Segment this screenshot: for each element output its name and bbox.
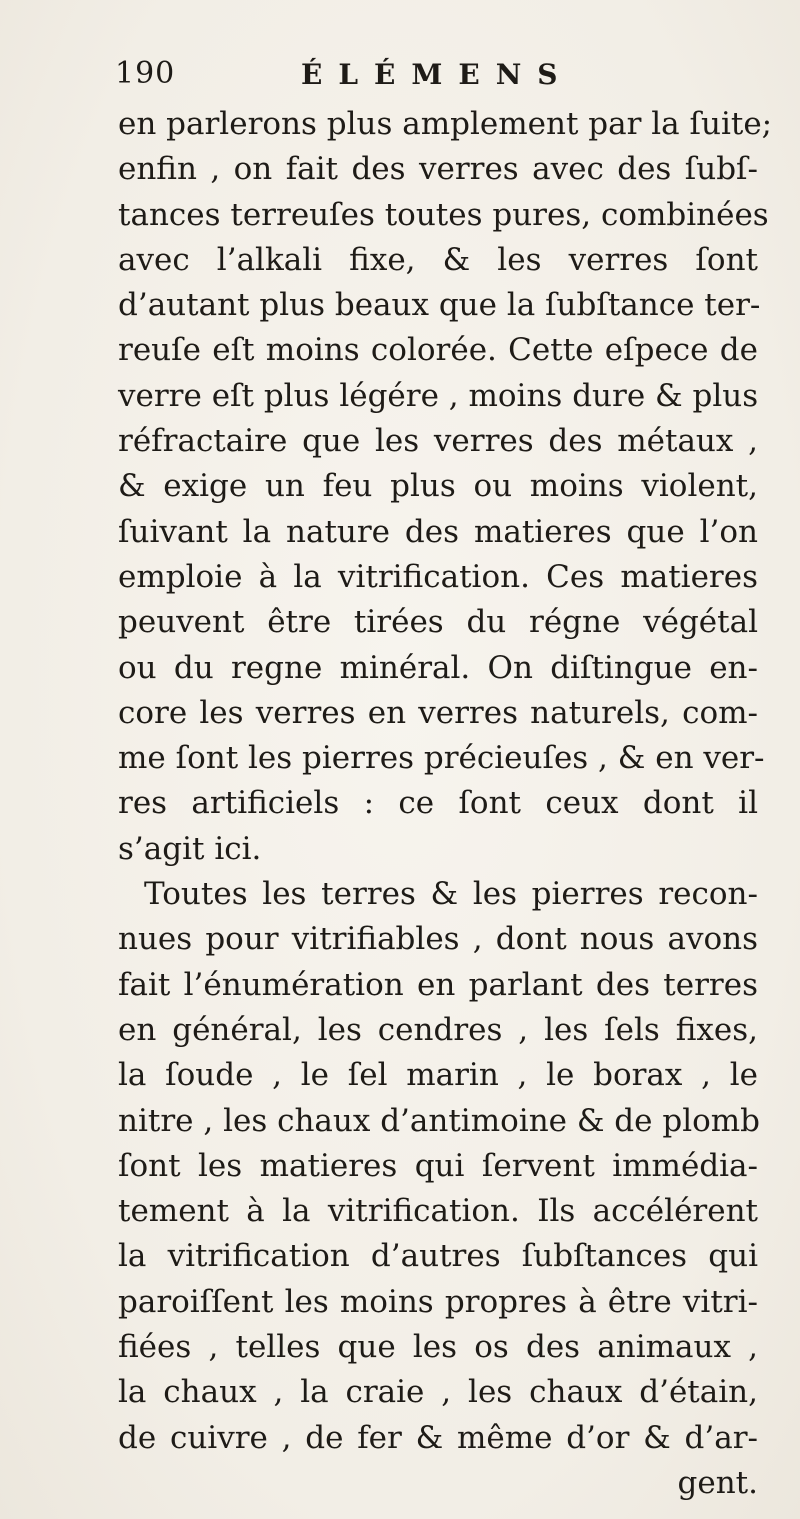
text-line: de cuivre , de fer & même d’or & d’ar-: [118, 1419, 758, 1456]
body-text: [118, 102, 773, 1506]
text-line: emploie à la vitrification. Ces matieres: [118, 558, 758, 595]
text-line: core les verres en verres naturels, com-: [118, 694, 758, 731]
text-line: & exige un feu plus ou moins violent,: [118, 468, 758, 505]
text-line: paroiſſent les moins propres à être vitri-: [118, 1283, 758, 1320]
text-line: enfin , on fait des verres avec des ſubſ-: [118, 151, 758, 188]
text-line: la chaux , la craie , les chaux d’étain,: [118, 1374, 758, 1411]
text-line: reuſe eſt moins colorée. Cette eſpece de: [118, 332, 758, 369]
text-line: tement à la vitrification. Ils accélérent: [118, 1193, 758, 1230]
text-line: me ſont les pierres précieuſes , & en ver-: [118, 740, 765, 777]
text-line: avec l’alkali fixe, & les verres ſont: [118, 241, 758, 278]
text-line: verre eſt plus légére , moins dure & plus: [118, 377, 759, 414]
text-line: d’autant plus beaux que la ſubſtance ter-: [118, 287, 761, 324]
text-line: fait l’énumération en parlant des terres: [118, 966, 758, 1003]
text-line: la vitrification d’autres ſubſtances qui: [118, 1238, 758, 1275]
text-line: ou du regne minéral. On diſtingue en-: [118, 649, 758, 686]
text-line: la ſoude , le ſel marin , le borax , le: [118, 1057, 758, 1094]
text-line: Toutes les terres & les pierres recon-: [144, 876, 758, 913]
text-line: en général, les cendres , les ſels fixes,: [118, 1011, 758, 1048]
text-line: nitre , les chaux d’antimoine & de plomb: [118, 1102, 761, 1139]
running-title: ÉLÉMENS: [301, 58, 574, 91]
text-line: fiées , telles que les os des animaux ,: [118, 1329, 758, 1366]
text-line: en parlerons plus amplement par la ſuite;: [118, 106, 773, 142]
text-line: gent.: [677, 1464, 758, 1501]
text-line: ſuivant la nature des matieres que l’on: [118, 513, 758, 550]
text-line: s’agit ici.: [118, 830, 262, 867]
text-line: tances terreuſes toutes pures, combinées: [118, 196, 769, 233]
text-line: peuvent être tirées du régne végétal: [118, 604, 758, 641]
text-line: réfractaire que les verres des métaux ,: [118, 423, 758, 460]
text-line: ſont les matieres qui ſervent immédia-: [118, 1147, 758, 1184]
text-line: res artificiels : ce ſont ceux dont il: [118, 785, 758, 822]
text-line: nues pour vitrifiables , dont nous avons: [118, 921, 758, 958]
page-number: 190: [115, 56, 176, 91]
page-header: [115, 56, 635, 96]
